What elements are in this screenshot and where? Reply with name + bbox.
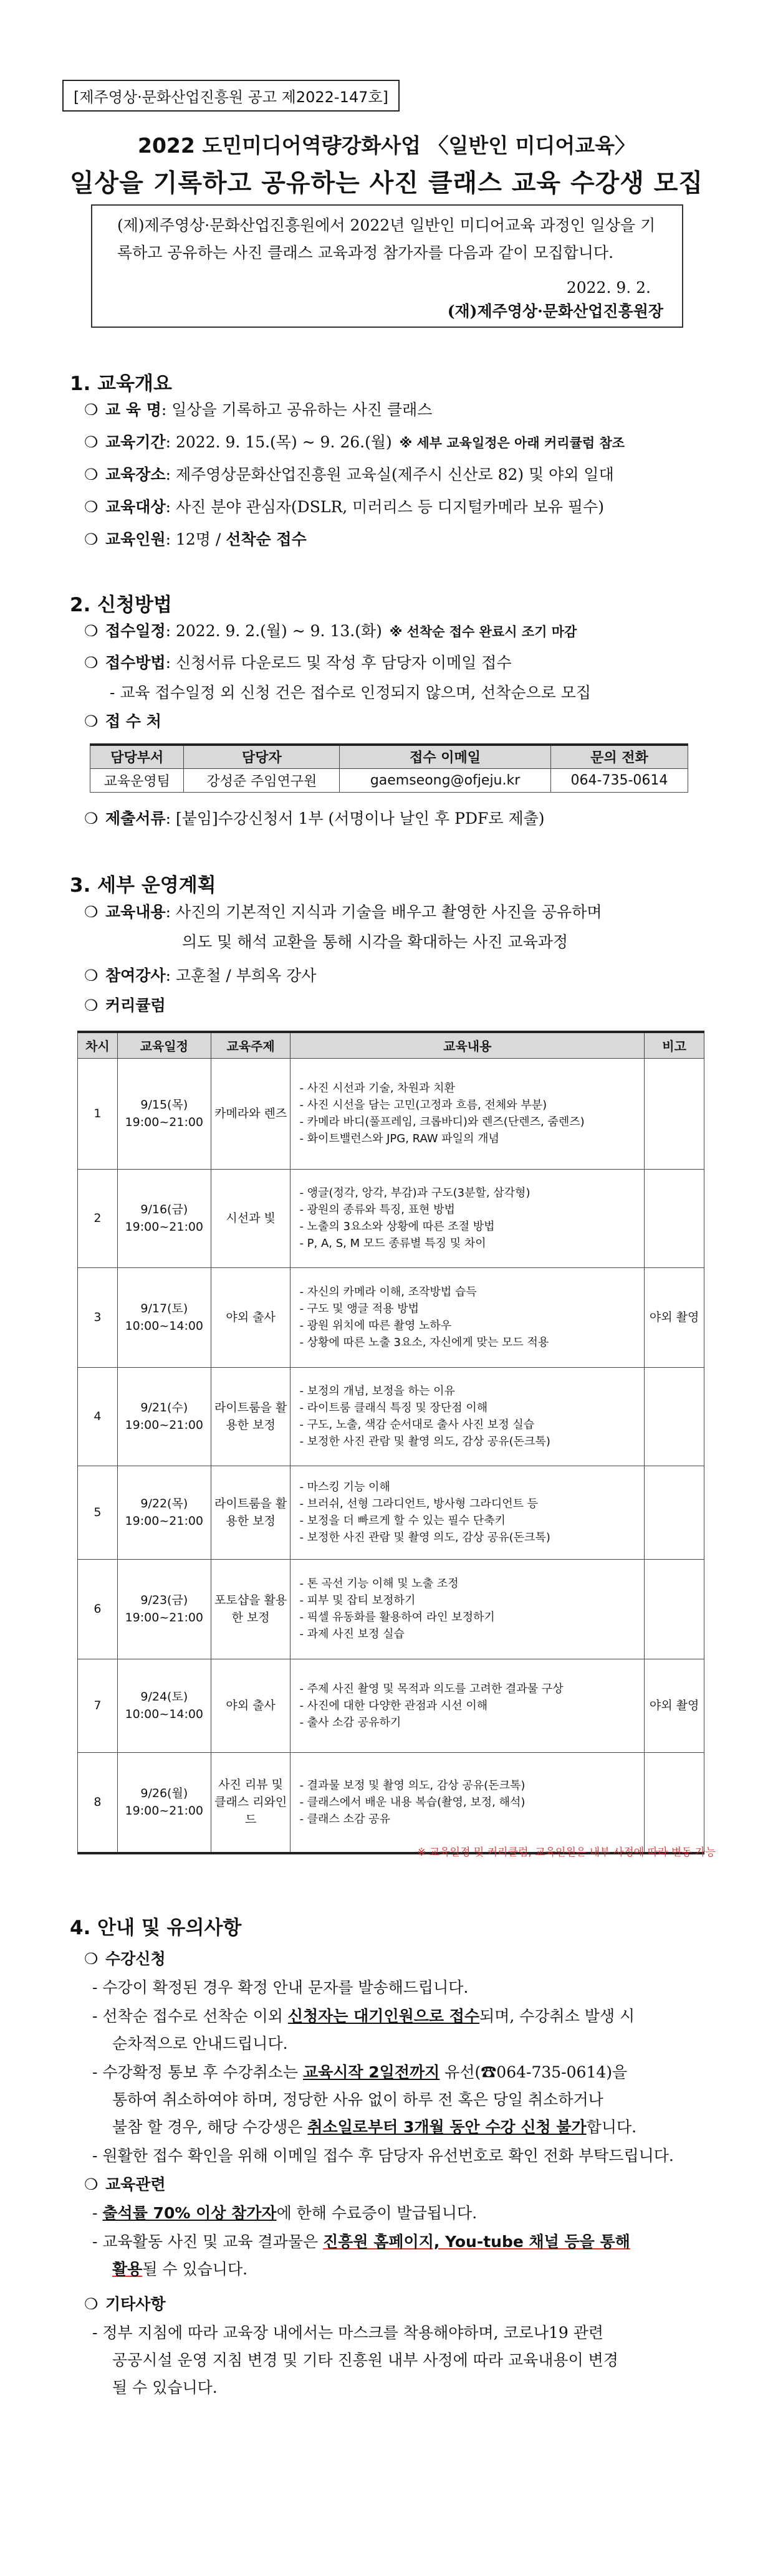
session-contents: - 자신의 카메라 이해, 조작방법 습득 - 구도 및 앵글 적용 방법 - 광원 위치에 따른 촬영 노하우 - 상황에 따른 노출 3요소, 자신에게 맞는 모드 적용 <box>290 1267 645 1367</box>
page-title: 일상을 기록하고 공유하는 사진 클래스 교육 수강생 모집 <box>69 169 704 198</box>
circle-bullet-icon: ❍ <box>84 530 98 548</box>
circle-bullet-icon: ❍ <box>84 433 98 451</box>
education-note-2-cont: 활용될 수 있습니다. <box>112 2260 248 2278</box>
circle-bullet-icon: ❍ <box>84 654 98 672</box>
session-remark <box>645 1466 704 1559</box>
contact-person: 강성준 주임연구원 <box>184 768 340 792</box>
registration-note-2-cont: 순차적으로 안내드립니다. <box>112 2035 288 2053</box>
session-remark <box>645 1169 704 1267</box>
intro-org: (재)제주영상·문화산업진흥원장 <box>447 302 663 320</box>
etc-note-1-cont: 공공시설 운영 지침 변경 및 기타 진흥원 내부 사정에 따라 교육내용이 변경 <box>112 2351 618 2369</box>
contact-header: 접수 이메일 <box>340 745 551 768</box>
table-row <box>78 1559 704 1659</box>
table-row <box>78 1752 704 1853</box>
session-remark <box>645 1559 704 1659</box>
circle-bullet-icon: ❍ <box>84 401 98 419</box>
apply-sub-note: - 교육 접수일정 외 신청 건은 접수로 인정되지 않으며, 선착순으로 모집 <box>110 684 592 702</box>
registration-note-3-cont: 통하여 취소하여야 하며, 정당한 사유 없이 하루 전 혹은 당일 취소하거나 <box>112 2091 603 2109</box>
etc-label-row: ❍ 기타사항 <box>84 2293 166 2316</box>
curriculum-header: 교육주제 <box>211 1032 290 1058</box>
session-no: 8 <box>78 1752 118 1853</box>
registration-note-3-cont2: 불참 할 경우, 해당 수강생은 취소일로부터 3개월 동안 수강 신청 불가합니다. <box>112 2118 637 2136</box>
contact-table <box>90 743 688 793</box>
docs-row: ❍ 제출서류: [붙임]수강신청서 1부 (서명이나 날인 후 PDF로 제출) <box>84 808 545 830</box>
session-date: 9/24(토) 10:00~14:00 <box>117 1659 211 1752</box>
table-row <box>78 1058 704 1169</box>
contact-header: 담당부서 <box>90 745 184 768</box>
registration-note-3: - 수강확정 통보 후 수강취소는 교육시작 2일전까지 유선(☎064-735-0614)을 <box>92 2063 628 2081</box>
circle-bullet-icon: ❍ <box>84 903 98 921</box>
overview-item-name: ❍ 교 육 명: 일상을 기록하고 공유하는 사진 클래스 <box>84 399 432 421</box>
circle-bullet-icon: ❍ <box>84 2295 98 2313</box>
etc-note-1: - 정부 지침에 따라 교육장 내에서는 마스크를 착용해야하며, 코로나19 관련 <box>92 2324 604 2342</box>
session-topic: 라이트룸을 활용한 보정 <box>211 1367 290 1466</box>
session-no: 3 <box>78 1267 118 1367</box>
session-contents: - 사진 시선과 기술, 차원과 치환 - 사진 시선을 담는 고민(고정과 흐름, 전체와 부분) - 카메라 바디(풀프레임, 크롭바디)와 렌즈(단렌즈, 줌렌즈) - 화이트밸런스와 JPG, RAW 파일의 개념 <box>290 1058 645 1169</box>
registration-note-1: - 수강이 확정된 경우 확정 안내 문자를 발송해드립니다. <box>92 1978 469 1996</box>
circle-bullet-icon: ❍ <box>84 996 98 1014</box>
registration-label-row: ❍ 수강신청 <box>84 1948 166 1970</box>
contact-header: 담당자 <box>184 745 340 768</box>
session-date: 9/15(목) 19:00~21:00 <box>117 1058 211 1169</box>
session-date: 9/17(토) 10:00~14:00 <box>117 1267 211 1367</box>
session-topic: 야외 출사 <box>211 1267 290 1367</box>
contact-email[interactable]: gaemseong@ofjeju.kr <box>340 768 551 792</box>
session-no: 5 <box>78 1466 118 1559</box>
section-4-heading: 4. 안내 및 유의사항 <box>70 1917 242 1939</box>
session-remark <box>645 1367 704 1466</box>
intro-date: 2022. 9. 2. <box>566 279 651 297</box>
session-no: 2 <box>78 1169 118 1267</box>
session-date: 9/23(금) 19:00~21:00 <box>117 1559 211 1659</box>
circle-bullet-icon: ❍ <box>84 498 98 516</box>
education-note-1: - 출석률 70% 이상 참가자에 한해 수료증이 발급됩니다. <box>92 2204 478 2222</box>
content-row-line-2: 의도 및 해석 교환을 통해 시각을 확대하는 사진 교육과정 <box>182 933 569 951</box>
session-remark: 야외 촬영 <box>645 1659 704 1752</box>
content-row: ❍ 교육내용: 사진의 기본적인 지식과 기술을 배우고 촬영한 사진을 공유하며 <box>84 901 602 923</box>
curriculum-footnote: ※ 교육일정 및 커리큘럼, 교육인원은 내부 사정에 따라 변동 가능 <box>417 1846 716 1859</box>
session-topic: 라이트룸을 활용한 보정 <box>211 1466 290 1559</box>
contact-dept: 교육운영팀 <box>90 768 184 792</box>
table-row <box>78 1367 704 1466</box>
session-no: 1 <box>78 1058 118 1169</box>
session-contents: - 마스킹 기능 이해 - 브러쉬, 선형 그라디언트, 방사형 그라디언트 등 - 보정을 더 빠르게 할 수 있는 필수 단축키 - 보정한 사진 관람 및 촬영 의도, 감상 공유(돈크톡) <box>290 1466 645 1559</box>
curriculum-table <box>77 1031 704 1854</box>
circle-bullet-icon: ❍ <box>84 622 98 640</box>
table-row <box>78 1267 704 1367</box>
intro-text: (제)제주영상·문화산업진흥원에서 2022년 일반인 미디어교육 과정인 일상을 기록하고 공유하는 사진 클래스 교육과정 참가자를 다음과 같이 모집합니다. <box>117 216 656 262</box>
session-date: 9/26(월) 19:00~21:00 <box>117 1752 211 1853</box>
overview-item-target: ❍ 교육대상: 사진 분야 관심자(DSLR, 미러리스 등 디지털카메라 보유 필수) <box>84 496 604 518</box>
table-row <box>78 1466 704 1559</box>
session-topic: 시선과 빛 <box>211 1169 290 1267</box>
overview-item-place: ❍ 교육장소: 제주영상문화산업진흥원 교육실(제주시 신산로 82) 및 야외 일대 <box>84 464 614 486</box>
notice-number: [제주영상·문화산업진흥원 공고 제2022-147호] <box>62 80 400 112</box>
overview-item-capacity: ❍ 교육인원: 12명 / 선착순 접수 <box>84 528 307 551</box>
intro-box <box>91 204 683 328</box>
section-3-heading: 3. 세부 운영계획 <box>70 874 216 897</box>
registration-note-2: - 선착순 접수로 선착순 이외 신청자는 대기인원으로 접수되며, 수강취소 발생 시 <box>92 2007 635 2025</box>
curriculum-label-row: ❍ 커리큘럼 <box>84 995 166 1017</box>
session-remark <box>645 1752 704 1853</box>
session-date: 9/21(수) 19:00~21:00 <box>117 1367 211 1466</box>
circle-bullet-icon: ❍ <box>84 465 98 484</box>
session-contents: - 보정의 개념, 보정을 하는 이유 - 라이트룸 클래식 특징 및 장단점 이해 - 구도, 노출, 색감 순서대로 출사 사진 보정 실습 - 보정한 사진 관람 및 촬영 의도, 감상 공유(돈크톡) <box>290 1367 645 1466</box>
contact-phone[interactable]: 064-735-0614 <box>550 768 688 792</box>
receiver-label-row: ❍ 접 수 처 <box>84 710 161 733</box>
session-topic: 야외 출사 <box>211 1659 290 1752</box>
section-2-heading: 2. 신청방법 <box>70 594 172 616</box>
session-no: 4 <box>78 1367 118 1466</box>
session-contents: - 주제 사진 촬영 및 목적과 의도를 고려한 결과물 구상 - 사진에 대한 다양한 관점과 시선 이해 - 출사 소감 공유하기 <box>290 1659 645 1752</box>
session-topic: 사진 리뷰 및 클래스 리와인드 <box>211 1752 290 1853</box>
title-line-1: 2022 도민미디어역량강화사업 〈일반인 미디어교육〉 <box>138 133 635 158</box>
session-no: 7 <box>78 1659 118 1752</box>
apply-item-period: ❍ 접수일정: 2022. 9. 2.(월) ~ 9. 13.(화) ※ 선착순 접수 완료시 조기 마감 <box>84 620 577 643</box>
circle-bullet-icon: ❍ <box>84 712 98 730</box>
session-no: 6 <box>78 1559 118 1659</box>
circle-bullet-icon: ❍ <box>84 1950 98 1968</box>
session-contents: - 결과물 보정 및 촬영 의도, 감상 공유(돈크톡) - 클래스에서 배운 내용 복습(촬영, 보정, 해석) - 클래스 소감 공유 <box>290 1752 645 1853</box>
contact-header: 문의 전화 <box>550 745 688 768</box>
session-topic: 카메라와 렌즈 <box>211 1058 290 1169</box>
session-date: 9/16(금) 19:00~21:00 <box>117 1169 211 1267</box>
curriculum-header: 교육내용 <box>290 1032 645 1058</box>
session-remark <box>645 1058 704 1169</box>
session-date: 9/22(목) 19:00~21:00 <box>117 1466 211 1559</box>
apply-item-method: ❍ 접수방법: 신청서류 다운로드 및 작성 후 담당자 이메일 접수 <box>84 652 512 674</box>
table-row <box>78 1169 704 1267</box>
etc-note-1-cont2: 될 수 있습니다. <box>112 2378 218 2397</box>
education-label-row: ❍ 교육관련 <box>84 2173 166 2196</box>
session-contents: - 앵글(정각, 앙각, 부감)과 구도(3분할, 삼각형) - 광원의 종류와 특징, 표현 방법 - 노출의 3요소와 상황에 따른 조절 방법 - P, A, S, M 모드 종류별 특징 및 차이 <box>290 1169 645 1267</box>
section-1-heading: 1. 교육개요 <box>70 373 172 395</box>
curriculum-header: 차시 <box>78 1032 118 1058</box>
circle-bullet-icon: ❍ <box>84 966 98 985</box>
session-remark: 야외 촬영 <box>645 1267 704 1367</box>
education-note-2: - 교육활동 사진 및 교육 결과물은 진흥원 홈페이지, You-tube 채널 등을 통해 <box>92 2233 630 2251</box>
curriculum-header: 교육일정 <box>117 1032 211 1058</box>
circle-bullet-icon: ❍ <box>84 2175 98 2193</box>
overview-item-period: ❍ 교육기간: 2022. 9. 15.(목) ~ 9. 26.(월) ※ 세부 교육일정은 아래 커리큘럼 참조 <box>84 431 625 454</box>
circle-bullet-icon: ❍ <box>84 809 98 828</box>
curriculum-header: 비고 <box>645 1032 704 1058</box>
session-topic: 포토샵을 활용한 보정 <box>211 1559 290 1659</box>
registration-note-4: - 원활한 접수 확인을 위해 이메일 접수 후 담당자 유선번호로 확인 전화 부탁드립니다. <box>92 2147 674 2165</box>
table-row <box>78 1659 704 1752</box>
instructor-row: ❍ 참여강사: 고훈철 / 부희옥 강사 <box>84 965 316 987</box>
session-contents: - 톤 곡선 기능 이해 및 노출 조정 - 피부 및 잡티 보정하기 - 픽셀 유동화를 활용하여 라인 보정하기 - 과제 사진 보정 실습 <box>290 1559 645 1659</box>
